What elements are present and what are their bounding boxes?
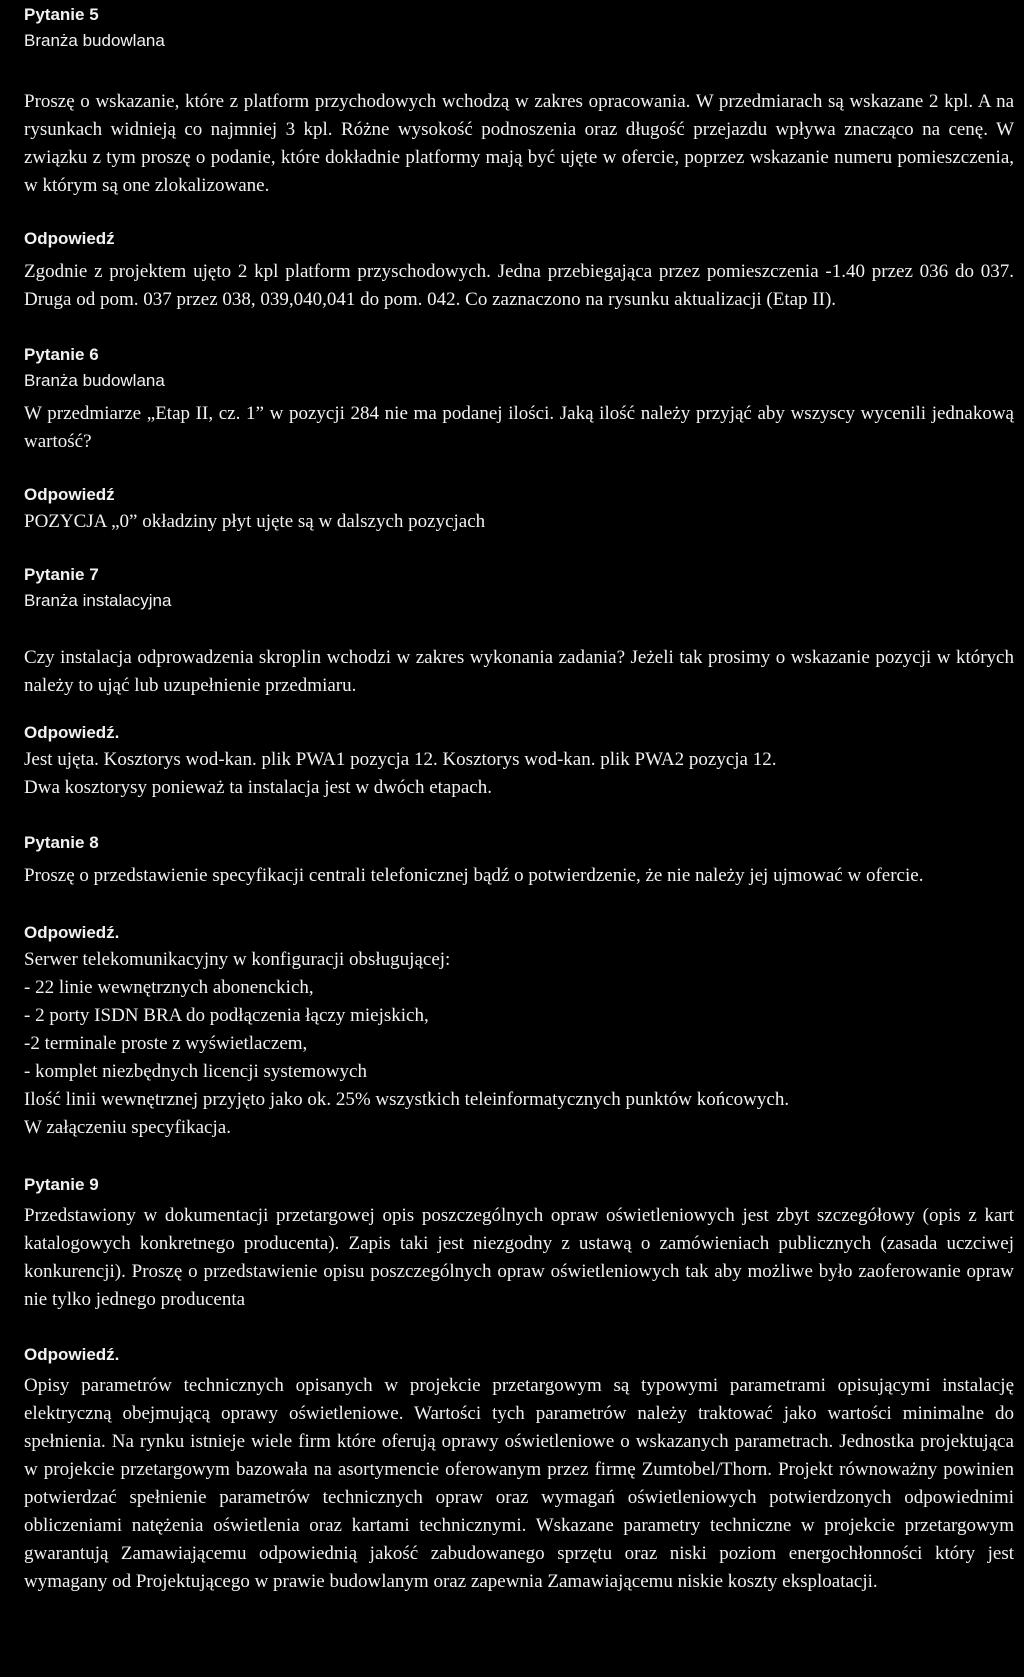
answer-8-line: - komplet niezbędnych licencji systemowych [24, 1061, 367, 1082]
answer-5-text: Zgodnie z projektem ujęto 2 kpl platform przyschodowych. Jedna przebiegająca przez pomieszczenia -1.40 przez 036 do 037. Druga od pom. 037 przez 038, 039,040,041 do pom. 042. Co zaznaczono na rysunku aktualizacji (Etap II). [24, 261, 1014, 310]
question-6-branch: Branża budowlana [24, 371, 165, 390]
question-9-text: Przedstawiony w dokumentacji przetargowej opis poszczególnych opraw oświetleniowych jest zbyt szczegółowy (opis z kart katalogowych konkretnego producenta). Zapis taki jest niezgodny z ustawą o zamówieniach publicznych (zasada uczciwej konkurencji). Proszę o przedstawienie opisu poszczególnych opraw oświetleniowych tak aby możliwe było zaoferowanie opraw nie tylko jednego producenta [24, 1205, 1014, 1310]
answer-8-line: Serwer telekomunikacyjny w konfiguracji obsługującej: [24, 949, 451, 970]
answer-7-line: Jest ujęta. Kosztorys wod-kan. plik PWA1 pozycja 12. Kosztorys wod-kan. plik PWA2 pozycja 12. [24, 749, 777, 770]
question-8-title: Pytanie 8 [24, 833, 99, 852]
question-6-section [24, 342, 1014, 536]
answer-6-title: Odpowiedź [24, 485, 115, 504]
question-6-text: W przedmiarze „Etap II, cz. 1” w pozycji 284 nie ma podanej ilości. Jaką ilość należy przyjąć aby wszyscy wycenili jednakową wartość? [24, 403, 1014, 452]
answer-7-line: Dwa kosztorysy ponieważ ta instalacja jest w dwóch etapach. [24, 777, 492, 798]
answer-8-line: - 2 porty ISDN BRA do podłączenia łączy miejskich, [24, 1005, 429, 1026]
answer-8-line: -2 terminale proste z wyświetlaczem, [24, 1033, 308, 1054]
question-7-section [24, 562, 1014, 802]
question-5-section [24, 2, 1014, 314]
question-8-text: Proszę o przedstawienie specyfikacji centrali telefonicznej bądź o potwierdzenie, że nie należy jej ujmować w ofercie. [24, 865, 924, 886]
question-7-title: Pytanie 7 [24, 565, 99, 584]
answer-9-title: Odpowiedź. [24, 1345, 120, 1364]
question-5-text: Proszę o wskazanie, które z platform przychodowych wchodzą w zakres opracowania. W przedmiarach są wskazane 2 kpl. A na rysunkach widnieją co najmniej 3 kpl. Różne wysokość podnoszenia oraz długość przejazdu wpływa znacząco na cenę. W związku z tym proszę o podanie, które dokładnie platformy mają być ujęte w ofercie, poprzez wskazanie numeru pomieszczenia, w którym są one zlokalizowane. [24, 91, 1014, 196]
question-5-branch: Branża budowlana [24, 31, 165, 50]
answer-5-title: Odpowiedź [24, 229, 115, 248]
question-9-section [24, 1172, 1014, 1596]
question-9-title: Pytanie 9 [24, 1175, 99, 1194]
answer-7-title: Odpowiedź. [24, 723, 120, 742]
answer-8-line: Ilość linii wewnętrznej przyjęto jako ok. 25% wszystkich teleinformatycznych punktów końcowych. [24, 1089, 790, 1110]
question-8-section [24, 830, 1014, 1142]
answer-8-text [24, 946, 1014, 1142]
answer-6-text: POZYCJA „0” okładziny płyt ujęte są w dalszych pozycjach [24, 511, 486, 532]
question-7-branch: Branża instalacyjna [24, 591, 172, 610]
document-page [24, 2, 1014, 1596]
question-6-title: Pytanie 6 [24, 345, 99, 364]
question-5-title: Pytanie 5 [24, 5, 99, 24]
question-7-text: Czy instalacja odprowadzenia skroplin wchodzi w zakres wykonania zadania? Jeżeli tak prosimy o wskazanie pozycji w których należy to ująć lub uzupełnienie przedmiaru. [24, 647, 1014, 696]
answer-8-line: - 22 linie wewnętrznych abonenckich, [24, 977, 314, 998]
answer-7-text [24, 746, 1014, 802]
answer-8-title: Odpowiedź. [24, 923, 120, 942]
answer-9-text: Opisy parametrów technicznych opisanych w projekcie przetargowym są typowymi parametrami opisującymi instalację elektryczną obejmującą oprawy oświetleniowe. Wartości tych parametrów należy traktować jako wartości minimalne do spełnienia. Na rynku istnieje wiele firm które oferują oprawy oświetleniowe o wskazanych parametrach. Jednostka projektująca w projekcie przetargowym bazowała na asortymencie oferowanym przez firmę Zumtobel/Thorn. Projekt równoważny powinien potwierdzać spełnienie parametrów technicznych opraw oraz wymagań oświetleniowych potwierdzonych odpowiednimi obliczeniami natężenia oświetlenia oraz kartami technicznymi. Wskazane parametry techniczne w projekcie przetargowym gwarantują Zamawiającemu odpowiednią jakość zabudowanego sprzętu oraz niski poziom energochłonności który jest wymagany od Projektującego w prawie budowlanym oraz zapewnia Zamawiającemu niskie koszty eksploatacji. [24, 1375, 1014, 1592]
answer-8-line: W załączeniu specyfikacja. [24, 1117, 231, 1138]
